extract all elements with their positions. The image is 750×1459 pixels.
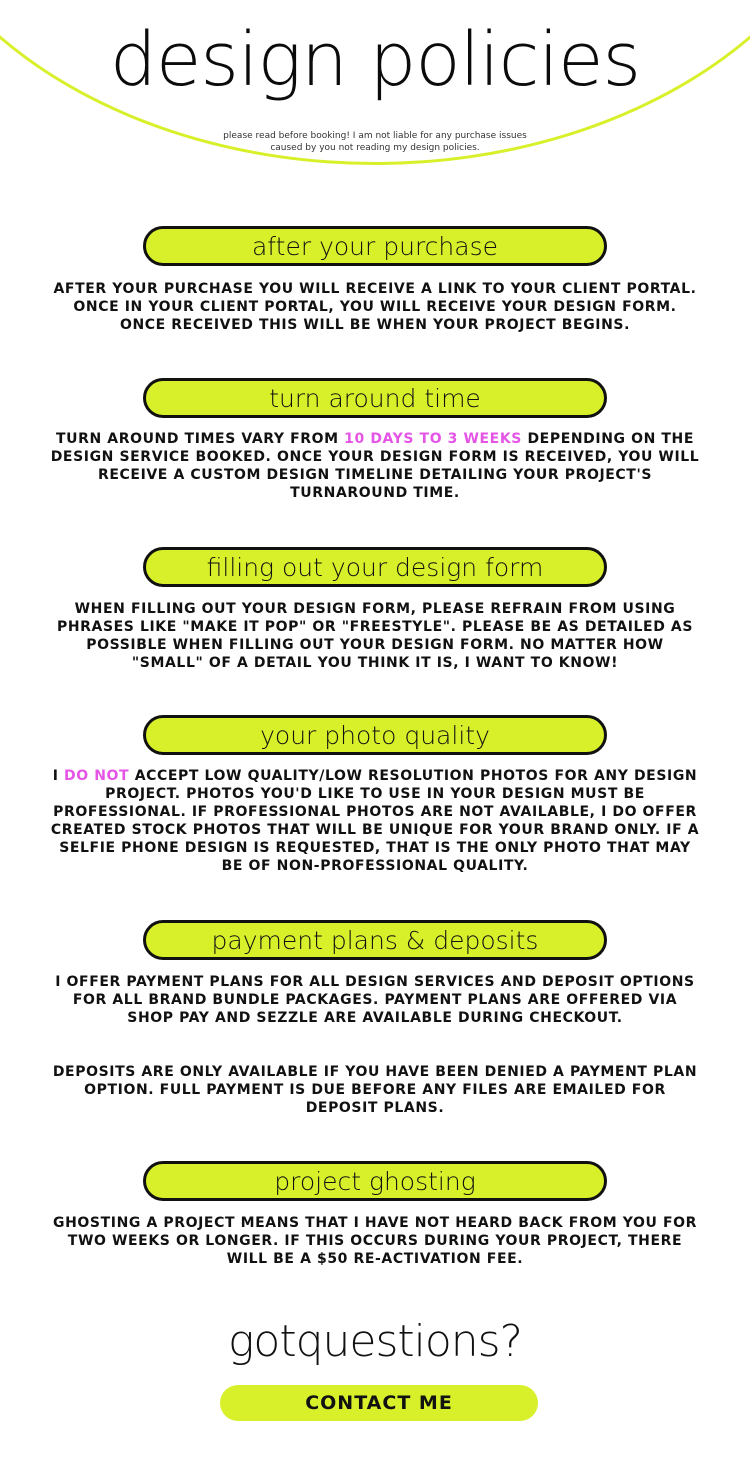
section-body-design-form: WHEN FILLING OUT YOUR DESIGN FORM, PLEASE REFRAIN FROM USING PHRASES LIKE "MAKE IT POP" OR "FREESTYLE". PLEASE BE AS DETAILED AS POSSIBLE WHEN FILLING OUT YOUR DESIGN FORM. NO MATTER HOW "SMALL" OF A DETAIL YOU THINK IT IS, I WANT TO KNOW! [56, 601, 694, 671]
section-body-payment-plans: I OFFER PAYMENT PLANS FOR ALL DESIGN SERVICES AND DEPOSIT OPTIONS FOR ALL BRAND BUNDLE PACKAGES. PAYMENT PLANS ARE OFFERED VIA SHOP PAY AND SEZZLE ARE AVAILABLE DURING CHECKOUT. [55, 974, 695, 1026]
got-questions-heading: gotquestions? [228, 1316, 522, 1367]
section-heading-design-form: filling out your design form [143, 547, 607, 587]
page-subtitle [0, 130, 750, 154]
section-heading-payment-plans: payment plans & deposits [143, 920, 607, 960]
turnaround-text-pre: TURN AROUND TIMES VARY FROM [55, 431, 345, 447]
subtitle-line-1: please read before booking! I am not liable for any purchase issues [223, 131, 527, 141]
photo-text-post: ACCEPT LOW QUALITY/LOW RESOLUTION PHOTOS FOR ANY DESIGN PROJECT. PHOTOS YOU'D LIKE TO USE IN YOUR DESIGN MUST BE PROFESSIONAL. IF PROFESSIONAL PHOTOS ARE NOT AVAILABLE, I DO OFFER CREATED STOCK PHOTOS THAT WILL BE UNIQUE FOR YOUR BRAND ONLY. IF A SELFIE PHONE DESIGN IS REQUESTED, THAT IS THE ONLY PHOTO THAT MAY BE OF NON-PROFESSIONAL QUALITY. [50, 768, 700, 874]
turnaround-text-post: DEPENDING ON THE DESIGN SERVICE BOOKED. ONCE YOUR DESIGN FORM IS RECEIVED, YOU WILL RECEIVE A CUSTOM DESIGN TIMELINE DETAILING YOUR PROJECT'S TURNAROUND TIME. [50, 431, 700, 501]
section-heading-photo-quality: your photo quality [143, 715, 607, 755]
contact-me-button[interactable]: CONTACT ME [220, 1385, 538, 1421]
section-body-turnaround [50, 430, 700, 502]
turnaround-highlight: 10 DAYS TO 3 WEEKS [344, 431, 522, 447]
section-body-after-purchase: AFTER YOUR PURCHASE YOU WILL RECEIVE A LINK TO YOUR CLIENT PORTAL. ONCE IN YOUR CLIENT PORTAL, YOU WILL RECEIVE YOUR DESIGN FORM. ONCE RECEIVED THIS WILL BE WHEN YOUR PROJECT BEGINS. [53, 281, 697, 333]
section-body-photo-quality [50, 767, 700, 875]
page-title: design policies [109, 17, 641, 103]
section-body-project-ghosting: GHOSTING A PROJECT MEANS THAT I HAVE NOT HEARD BACK FROM YOU FOR TWO WEEKS OR LONGER. IF THIS OCCURS DURING YOUR PROJECT, THERE WILL BE A $50 RE-ACTIVATION FEE. [53, 1215, 697, 1267]
photo-highlight: DO NOT [64, 768, 130, 784]
section-heading-turnaround: turn around time [143, 378, 607, 418]
section-heading-project-ghosting: project ghosting [143, 1161, 607, 1201]
section-body-deposits: DEPOSITS ARE ONLY AVAILABLE IF YOU HAVE BEEN DENIED A PAYMENT PLAN OPTION. FULL PAYMENT IS DUE BEFORE ANY FILES ARE EMAILED FOR DEPOSIT PLANS. [52, 1064, 698, 1116]
photo-text-pre: I [52, 768, 65, 784]
subtitle-line-2: caused by you not reading my design policies. [270, 143, 480, 153]
section-heading-after-purchase: after your purchase [143, 226, 607, 266]
